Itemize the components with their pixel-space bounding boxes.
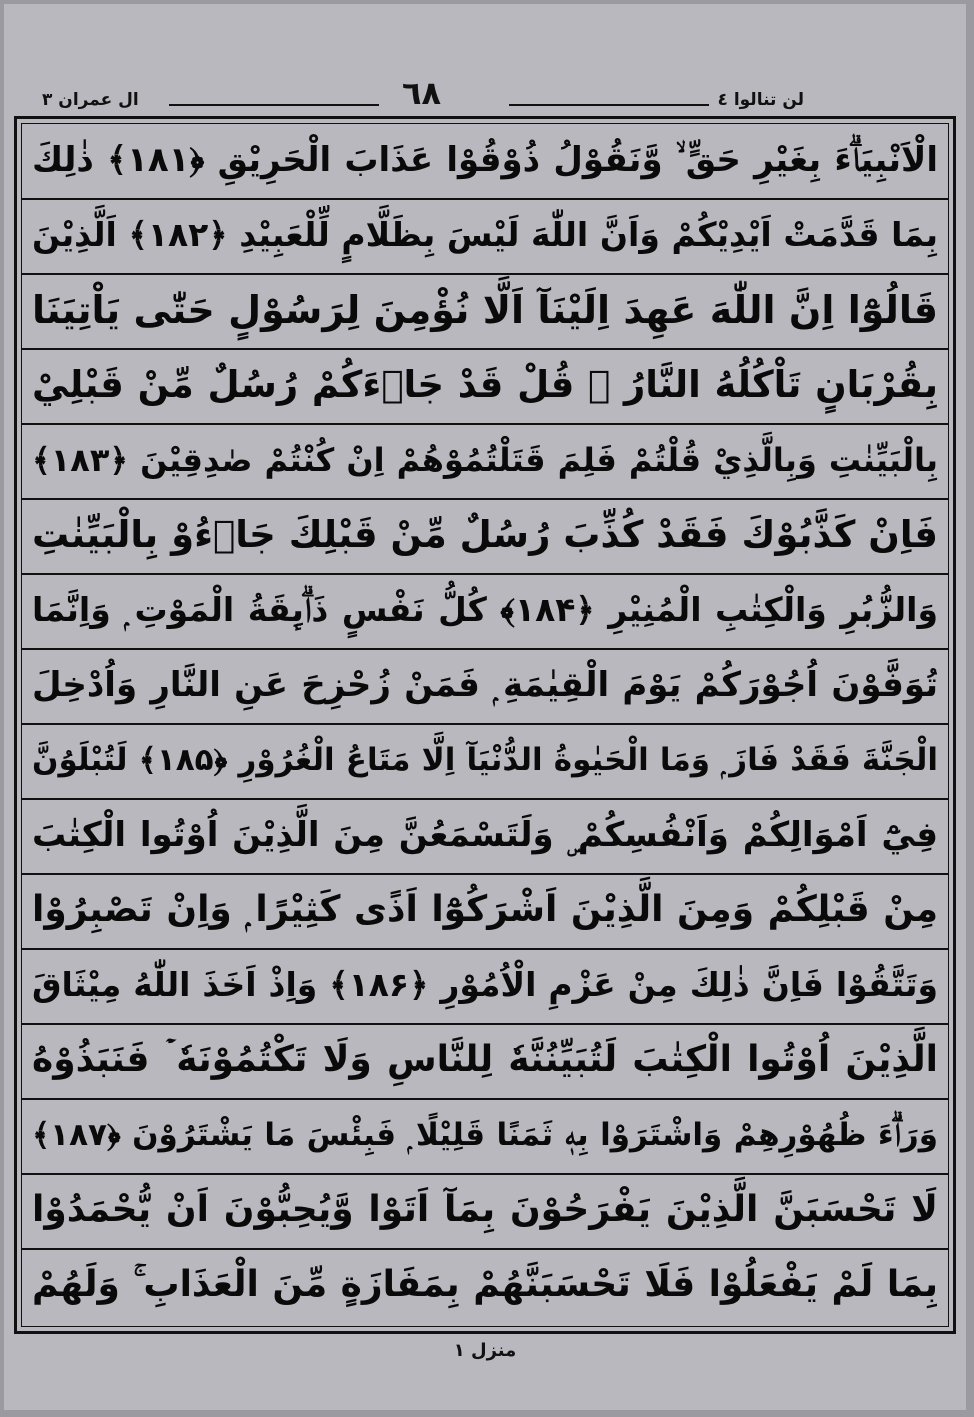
header-rule-left — [169, 104, 379, 106]
page-number: ٦٨ — [402, 74, 442, 112]
text-block — [21, 123, 949, 1327]
text-line-13: الَّذِيْنَ اُوْتُوا الْكِتٰبَ لَتُبَيِّنُنَّهٗ لِلنَّاسِ وَلَا تَكْتُمُوْنَهٗ ۡ فَنَبَذُوْهُ — [22, 1024, 948, 1100]
text-frame — [14, 116, 956, 1334]
juz-title: لن تنالوا ٤ — [717, 90, 804, 110]
text-line-14: وَرَاۗءَ ظُهُوْرِهِمْ وَاشْتَرَوْا بِهٖ ثَمَنًا قَلِيْلًا ۭ فَبِئْسَ مَا يَشْتَرُوْنَ ﴿۱۸۷﴾ — [22, 1099, 948, 1175]
text-line-16: بِمَا لَمْ يَفْعَلُوْا فَلَا تَحْسَبَنَّھُمْ بِمَفَازَةٍ مِّنَ الْعَذَابِ ۚ وَلَھُمْ — [32, 1264, 938, 1305]
quran-page — [4, 4, 966, 1410]
text-line-6: فَاِنْ كَذَّبُوْكَ فَقَدْ كُذِّبَ رُسُلٌ مِّنْ قَبْلِكَ جَاۗءُوْ بِالْبَيِّنٰتِ — [22, 499, 948, 575]
page-header — [14, 76, 956, 112]
text-line-9: الْجَنَّةَ فَقَدْ فَازَ ۭ وَمَا الْحَيٰوةُ الدُّنْيَآ اِلَّا مَتَاعُ الْغُرُوْرِ ﴿۱۸۵﴾ لَتُبْلَوُنَّ — [22, 724, 948, 800]
header-rule-right — [509, 104, 709, 106]
text-line-1: الْاَنْبِيَاۗءَ بِغَيْرِ حَقٍّ ۙ وَّنَقُوْلُ ذُوْقُوْا عَذَابَ الْحَرِيْقِ ﴿۱۸۱﴾ ذٰلِكَ — [22, 124, 948, 200]
text-line-11: مِنْ قَبْلِكُمْ وَمِنَ الَّذِيْنَ اَشْرَكُوْٓا اَذًى كَثِيْرًا ۭ وَاِنْ تَصْبِرُوْا — [22, 874, 948, 950]
surah-title: ال عمران ٣ — [42, 90, 139, 110]
text-line-15: لَا تَحْسَبَنَّ الَّذِيْنَ يَفْرَحُوْنَ بِمَآ اَتَوْا وَّيُحِبُّوْنَ اَنْ يُّحْمَدُوْا — [22, 1174, 948, 1250]
text-line-3: قَالُوْٓا اِنَّ اللّٰهَ عَهِدَ اِلَيْنَآ اَلَّا نُؤْمِنَ لِرَسُوْلٍ حَتّٰى يَاْتِيَنَا — [22, 274, 948, 350]
text-line-7: وَالزُّبُرِ وَالْكِتٰبِ الْمُنِيْرِ ﴿۱۸۴﴾ كُلُّ نَفْسٍ ذَاۗىِٕقَةُ الْمَوْتِ ۭ وَاِنَّمَا — [22, 574, 948, 650]
text-line-5: بِالْبَيِّنٰتِ وَبِالَّذِيْ قُلْتُمْ فَلِمَ قَتَلْتُمُوْھُمْ اِنْ كُنْتُمْ صٰدِقِيْنَ ﴿۱۸۳﴾ — [22, 424, 948, 500]
text-line-2: بِمَا قَدَّمَتْ اَيْدِيْكُمْ وَاَنَّ اللّٰهَ لَيْسَ بِظَلَّامٍ لِّلْعَبِيْدِ ﴿۱۸۲﴾ اَلَّذِيْنَ — [22, 199, 948, 275]
text-line-4: بِقُرْبَانٍ تَاْكُلُهُ النَّارُ ۭ قُلْ قَدْ جَاۗءَكُمْ رُسُلٌ مِّنْ قَبْلِيْ — [22, 349, 948, 425]
manzil-footer: منزل ١ — [453, 1340, 517, 1361]
text-line-10: فِيْٓ اَمْوَالِكُمْ وَاَنْفُسِكُمْ ۣ وَلَتَسْمَعُنَّ مِنَ الَّذِيْنَ اُوْتُوا الْكِتٰبَ — [22, 799, 948, 875]
text-line-8: تُوَفَّوْنَ اُجُوْرَكُمْ يَوْمَ الْقِيٰمَةِ ۭ فَمَنْ زُحْزِحَ عَنِ النَّارِ وَاُدْخِلَ — [22, 649, 948, 725]
text-line-12: وَتَتَّقُوْا فَاِنَّ ذٰلِكَ مِنْ عَزْمِ الْاُمُوْرِ ﴿۱۸۶﴾ وَاِذْ اَخَذَ اللّٰهُ مِيْثَاقَ — [22, 949, 948, 1025]
